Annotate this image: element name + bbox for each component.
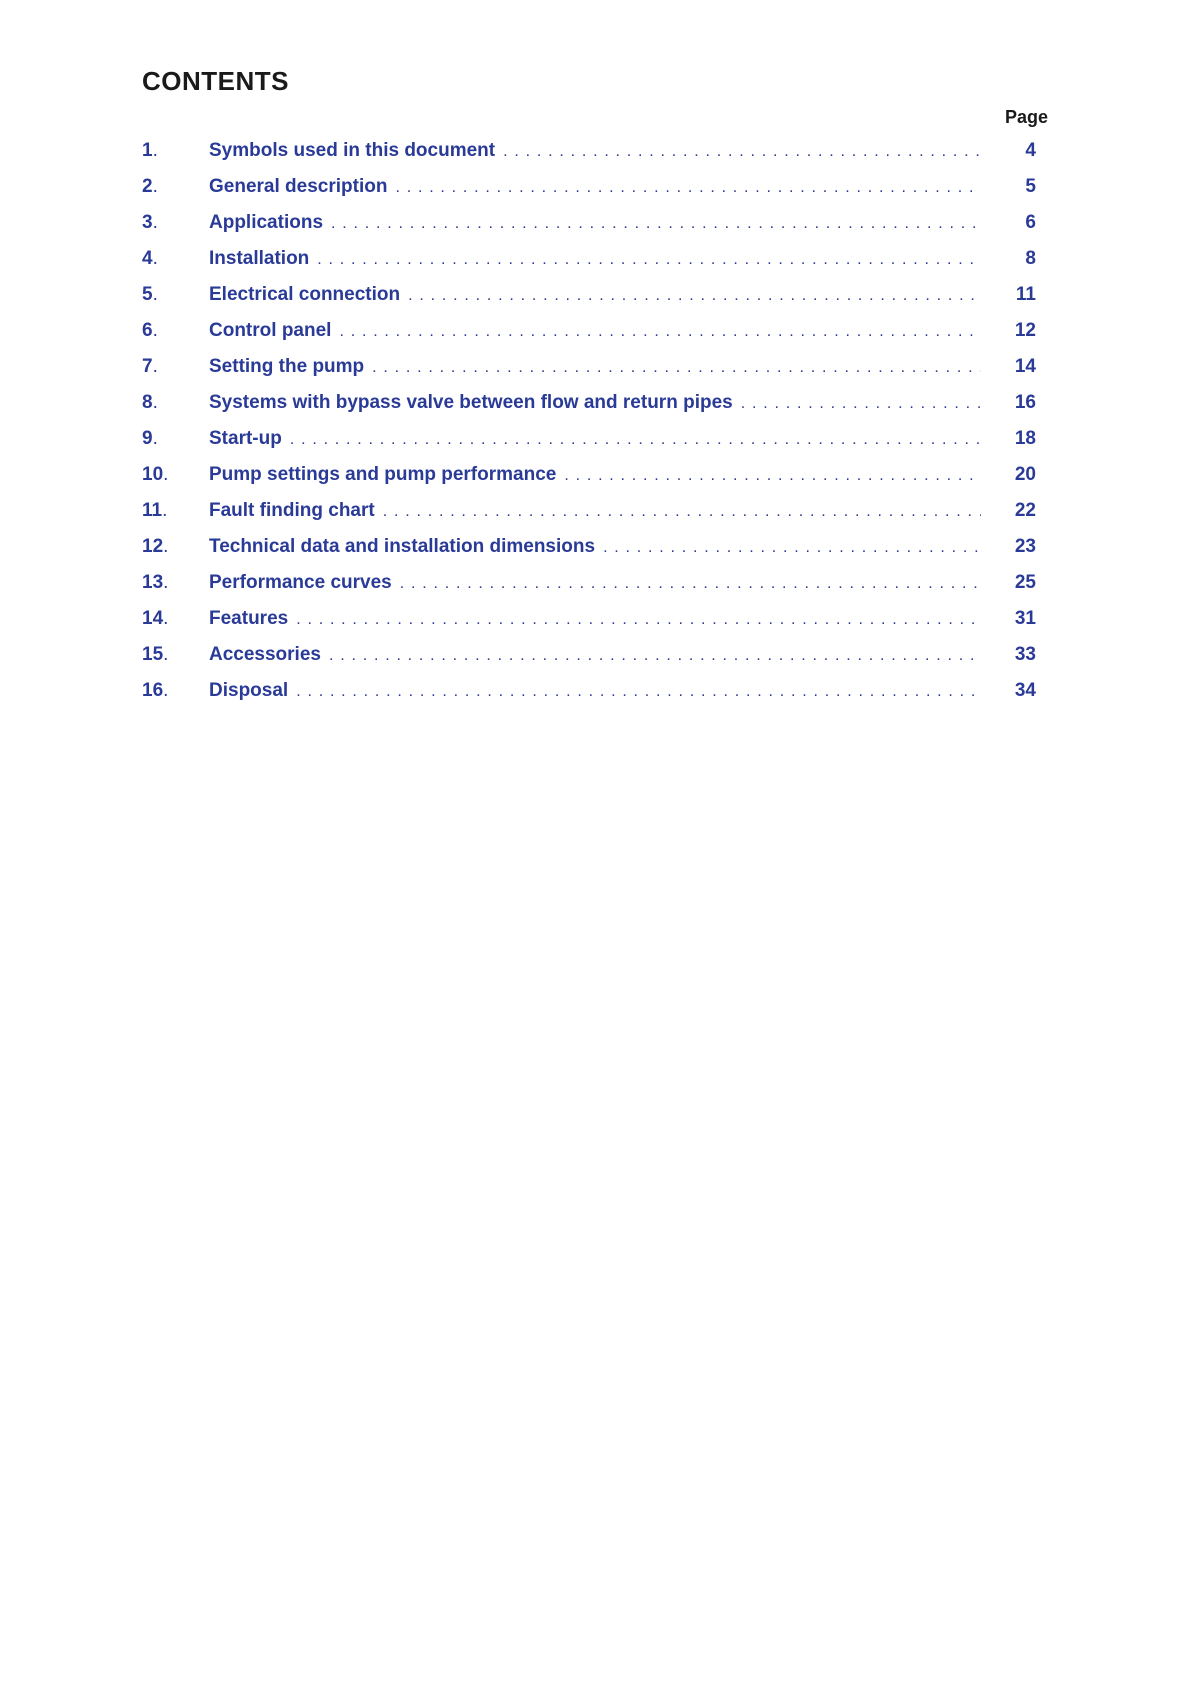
toc-entry-16[interactable] (142, 680, 1036, 716)
toc-entry-13[interactable] (142, 572, 1036, 608)
toc-dot-leader (317, 248, 981, 271)
toc-dot-leader (339, 320, 981, 343)
toc-entry-page-number[interactable]: 8 (1025, 248, 1036, 269)
toc-entry-4[interactable] (142, 248, 1036, 284)
toc-entry-page-number[interactable]: 11 (1015, 284, 1036, 305)
toc-entry-main (209, 248, 981, 271)
toc-entry-page-number[interactable]: 25 (1014, 572, 1036, 593)
toc-dot-leader (383, 500, 981, 523)
toc-entry-main (209, 212, 981, 235)
toc-entry-label[interactable]: Accessories (209, 644, 321, 665)
toc-entry-label[interactable]: Fault finding chart (209, 500, 375, 521)
toc-entry-number (142, 680, 209, 702)
toc-entry-number (142, 608, 209, 630)
toc-entry-6[interactable] (142, 320, 1036, 356)
toc-entry-number-dot: . (163, 644, 169, 665)
toc-entry-main (209, 284, 981, 307)
toc-entry-number-text: 3 (142, 212, 153, 233)
toc-entry-1[interactable] (142, 140, 1036, 176)
toc-entry-number-text: 14 (142, 608, 164, 629)
toc-entry-label[interactable]: Features (209, 608, 289, 629)
toc-entry-12[interactable] (142, 536, 1036, 572)
toc-entry-label[interactable]: Technical data and installation dimensions (209, 536, 596, 557)
toc-entry-14[interactable] (142, 608, 1036, 644)
toc-dot-leader (331, 212, 981, 235)
toc-dot-leader (329, 644, 981, 667)
table-of-contents (142, 140, 1036, 716)
toc-entry-number-dot: . (152, 356, 158, 377)
toc-entry-main (209, 356, 981, 379)
toc-entry-page-number[interactable]: 5 (1025, 176, 1036, 197)
toc-entry-main (209, 428, 981, 451)
toc-entry-number-dot: . (163, 464, 169, 485)
toc-entry-label[interactable]: Installation (209, 248, 310, 269)
toc-entry-page-number[interactable]: 23 (1014, 536, 1036, 557)
toc-entry-number-text: 13 (142, 572, 164, 593)
toc-dot-leader (408, 284, 981, 307)
toc-entry-main (209, 572, 981, 595)
toc-entry-number-dot: . (152, 320, 158, 341)
toc-entry-main (209, 644, 981, 667)
toc-entry-page-number[interactable]: 22 (1014, 500, 1036, 521)
toc-dot-leader (400, 572, 981, 595)
toc-entry-number (142, 176, 209, 198)
toc-entry-number-text: 4 (142, 248, 153, 269)
toc-entry-main (209, 392, 981, 415)
toc-entry-number-text: 6 (142, 320, 153, 341)
toc-entry-label[interactable]: Systems with bypass valve between flow and return pipes (209, 392, 733, 413)
toc-entry-number (142, 248, 209, 270)
toc-entry-number (142, 320, 209, 342)
toc-entry-label[interactable]: Symbols used in this document (209, 140, 496, 161)
toc-entry-number-dot: . (152, 284, 158, 305)
toc-entry-number-text: 12 (142, 536, 164, 557)
toc-entry-number-dot: . (152, 248, 158, 269)
toc-entry-label[interactable]: Pump settings and pump performance (209, 464, 557, 485)
toc-entry-main (209, 680, 981, 703)
toc-entry-7[interactable] (142, 356, 1036, 392)
toc-entry-8[interactable] (142, 392, 1036, 428)
toc-entry-number-dot: . (152, 212, 158, 233)
toc-entry-number (142, 500, 209, 522)
toc-entry-number (142, 284, 209, 306)
toc-dot-leader (395, 176, 981, 199)
toc-dot-leader (296, 608, 981, 631)
toc-entry-10[interactable] (142, 464, 1036, 500)
page-title: CONTENTS (142, 66, 289, 96)
toc-dot-leader (503, 140, 981, 163)
toc-entry-number-text: 10 (142, 464, 164, 485)
toc-entry-main (209, 320, 981, 343)
toc-entry-number-text: 5 (142, 284, 153, 305)
toc-entry-number-dot: . (163, 680, 169, 701)
toc-dot-leader (290, 428, 981, 451)
toc-entry-5[interactable] (142, 284, 1036, 320)
toc-entry-page-number[interactable]: 14 (1014, 356, 1036, 377)
toc-entry-number-text: 2 (142, 176, 153, 197)
toc-entry-page-number[interactable]: 33 (1014, 644, 1036, 665)
toc-dot-leader (741, 392, 981, 415)
toc-entry-number (142, 536, 209, 558)
toc-entry-page-number[interactable]: 34 (1014, 680, 1036, 701)
toc-dot-leader (372, 356, 981, 379)
toc-entry-number-text: 8 (142, 392, 153, 413)
toc-entry-number-dot: . (163, 536, 169, 557)
toc-entry-label[interactable]: Performance curves (209, 572, 392, 593)
toc-entry-2[interactable] (142, 176, 1036, 212)
toc-entry-number-dot: . (152, 140, 158, 161)
toc-entry-number (142, 464, 209, 486)
toc-entry-main (209, 464, 981, 487)
toc-entry-number-text: 7 (142, 356, 153, 377)
toc-entry-page-number[interactable]: 4 (1025, 140, 1036, 161)
toc-entry-label[interactable]: Electrical connection (209, 284, 401, 305)
toc-entry-number-text: 15 (142, 644, 164, 665)
toc-entry-number (142, 392, 209, 414)
toc-entry-number-text: 9 (142, 428, 153, 449)
toc-entry-15[interactable] (142, 644, 1036, 680)
toc-entry-number-dot: . (152, 392, 158, 413)
toc-entry-number-dot: . (152, 428, 158, 449)
toc-entry-label[interactable]: Setting the pump (209, 356, 365, 377)
toc-entry-11[interactable] (142, 500, 1036, 536)
toc-entry-number (142, 572, 209, 594)
toc-entry-page-number[interactable]: 6 (1025, 212, 1036, 233)
toc-dot-leader (564, 464, 981, 487)
toc-entry-number (142, 140, 209, 162)
toc-entry-number (142, 212, 209, 234)
toc-entry-main (209, 608, 981, 631)
toc-entry-number-text: 11 (142, 500, 163, 521)
toc-entry-9[interactable] (142, 428, 1036, 464)
toc-entry-page-number[interactable]: 20 (1014, 464, 1036, 485)
toc-entry-number (142, 644, 209, 666)
toc-entry-label[interactable]: General description (209, 176, 388, 197)
page-column-header: Page (1004, 107, 1048, 127)
toc-entry-number (142, 428, 209, 450)
toc-entry-main (209, 176, 981, 199)
toc-entry-number-dot: . (162, 500, 168, 521)
toc-entry-page-number[interactable]: 31 (1014, 608, 1036, 629)
toc-entry-number-dot: . (163, 572, 169, 593)
toc-entry-main (209, 536, 981, 559)
toc-entry-number (142, 356, 209, 378)
toc-entry-label[interactable]: Applications (209, 212, 324, 233)
toc-entry-number-dot: . (163, 608, 169, 629)
toc-dot-leader (296, 680, 981, 703)
toc-entry-label[interactable]: Start-up (209, 428, 282, 449)
toc-entry-main (209, 140, 981, 163)
toc-entry-page-number[interactable]: 16 (1014, 392, 1036, 413)
toc-entry-label[interactable]: Disposal (209, 680, 289, 701)
toc-entry-page-number[interactable]: 18 (1014, 428, 1036, 449)
toc-entry-number-text: 1 (142, 140, 153, 161)
toc-dot-leader (603, 536, 981, 559)
toc-entry-number-text: 16 (142, 680, 164, 701)
toc-entry-3[interactable] (142, 212, 1036, 248)
toc-entry-label[interactable]: Control panel (209, 320, 332, 341)
toc-entry-number-dot: . (152, 176, 158, 197)
toc-entry-page-number[interactable]: 12 (1014, 320, 1036, 341)
toc-entry-main (209, 500, 981, 523)
